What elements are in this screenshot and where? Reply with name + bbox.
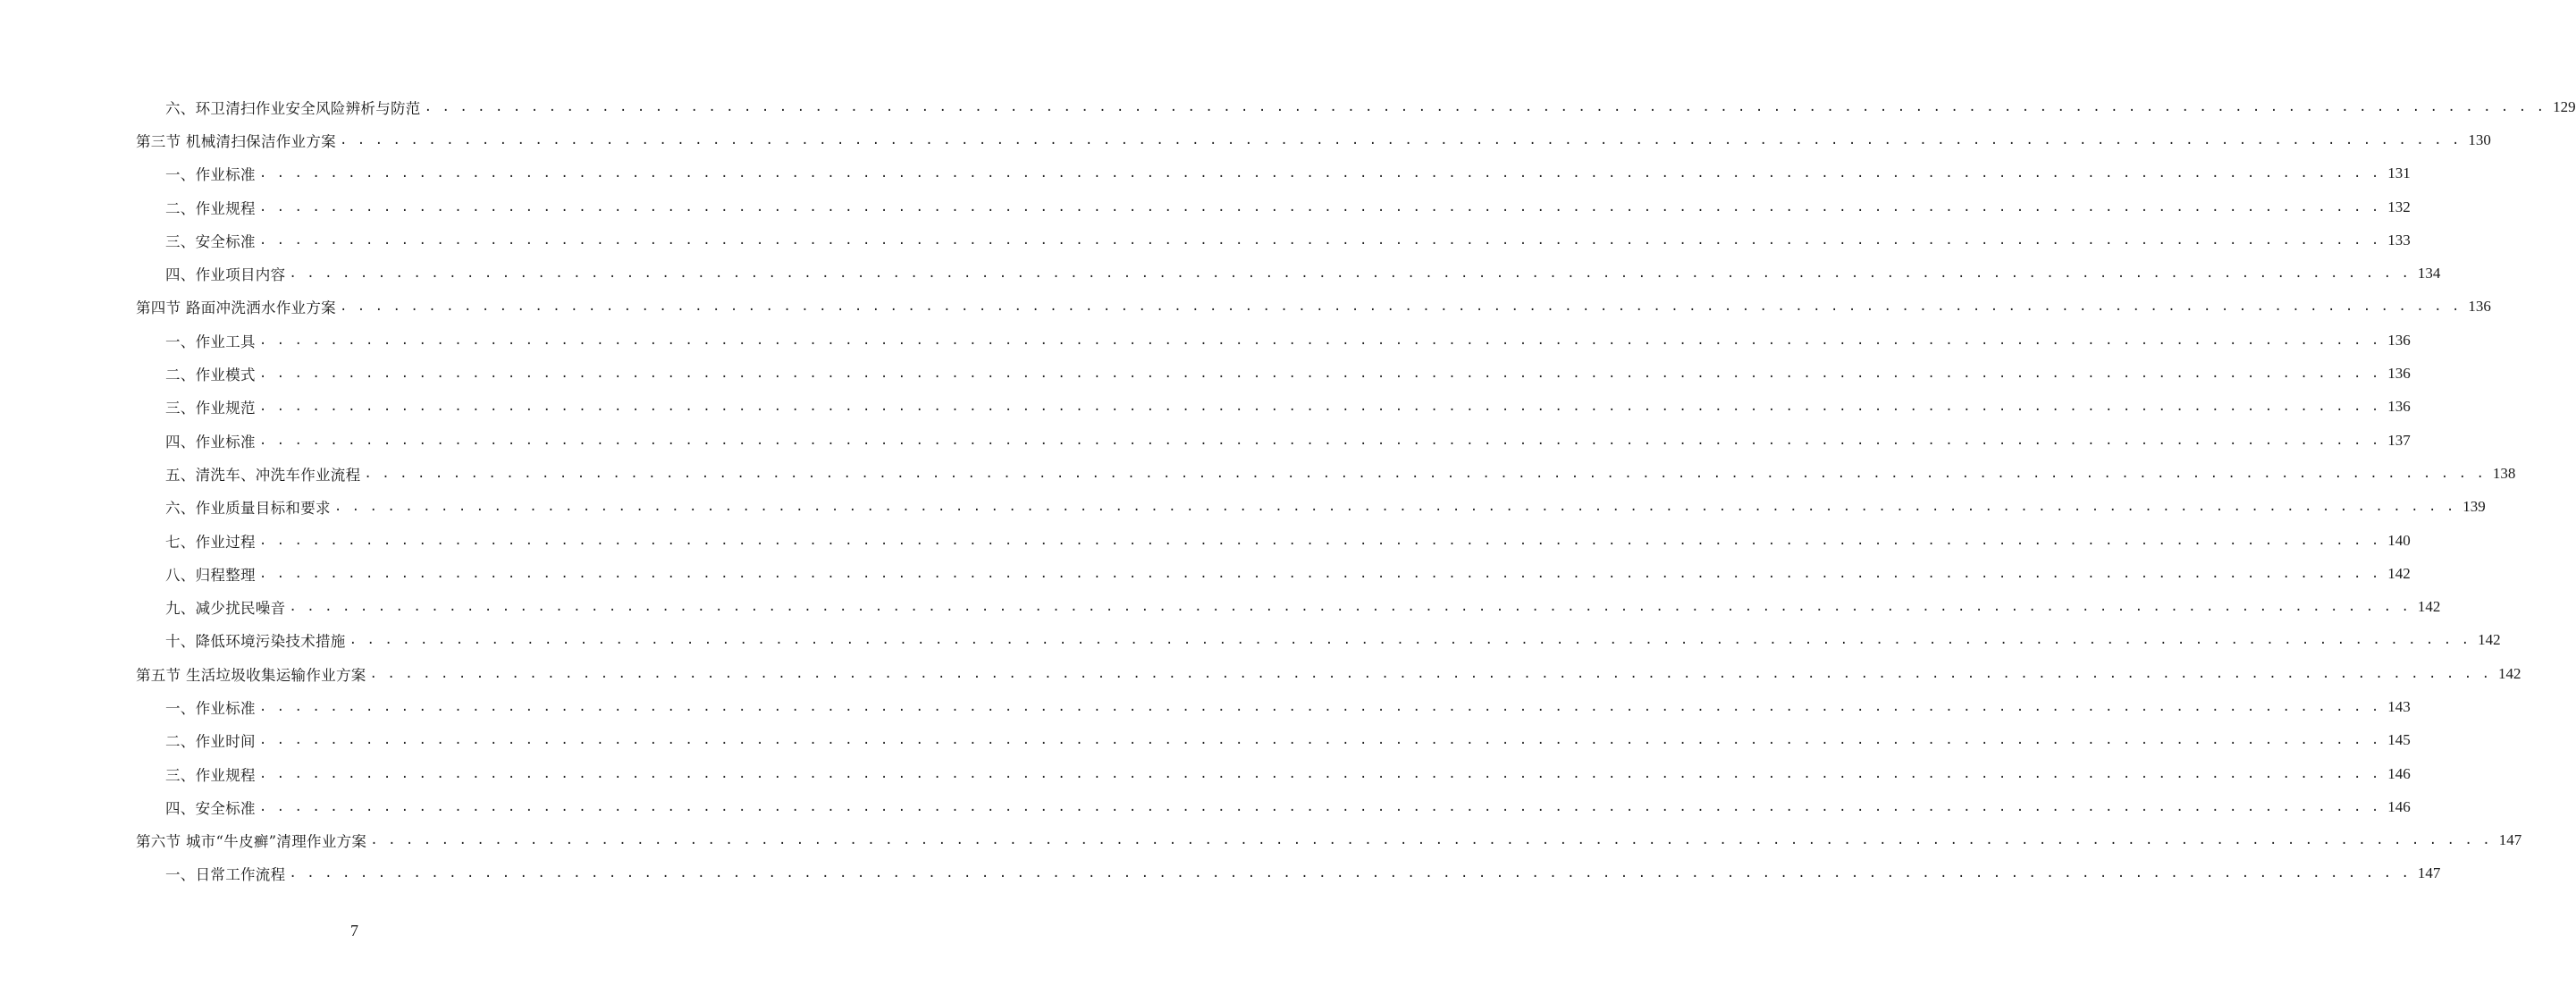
toc-entry-page-number: 136 — [2387, 331, 2411, 349]
toc-entry-title: 四、作业标准 — [165, 433, 256, 451]
toc-entry-page-number: 145 — [2387, 731, 2411, 749]
toc-entry-title: 二、作业规程 — [165, 199, 256, 217]
toc-entry-page-number: 131 — [2387, 164, 2411, 182]
toc-entry-title: 三、作业规程 — [165, 766, 256, 784]
toc-entry-page-number: 134 — [2417, 265, 2441, 282]
toc-dot-leader: . . . . . . . . . . . . . . . . . . . . . . . . . . . . . . . . . . . . . . . . . . . . . . . . . . . . . . . . . . . . . . . . . . . . . . . . . . . . . . . . . . . . . . . . . . . . . . . . . . . . . . . . . . . . . . . . . . . . . . . . — [339, 132, 2461, 148]
toc-entry-title: 二、作业时间 — [165, 733, 256, 751]
toc-subsection-entry[interactable] — [0, 190, 2411, 223]
toc-section-entry[interactable] — [0, 123, 2491, 156]
toc-subsection-entry[interactable] — [0, 391, 2411, 424]
toc-dot-leader: . . . . . . . . . . . . . . . . . . . . . . . . . . . . . . . . . . . . . . . . . . . . . . . . . . . . . . . . . . . . . . . . . . . . . . . . . . . . . . . . . . . . . . . . . . . . . . . . . . . . . . . . . . . . . . . . . . . . . . . . — [258, 533, 2380, 548]
toc-section-entry[interactable] — [0, 824, 2522, 857]
toc-entry-title: 第五节 生活垃圾收集运输作业方案 — [136, 666, 366, 684]
page-number: 7 — [350, 922, 358, 940]
toc-subsection-entry[interactable] — [0, 790, 2411, 823]
toc-entry-page-number: 136 — [2387, 398, 2411, 416]
toc-entry-title: 四、作业项目内容 — [165, 266, 286, 284]
toc-entry-page-number: 142 — [2387, 564, 2411, 582]
toc-dot-leader: . . . . . . . . . . . . . . . . . . . . . . . . . . . . . . . . . . . . . . . . . . . . . . . . . . . . . . . . . . . . . . . . . . . . . . . . . . . . . . . . . . . . . . . . . . . . . . . . . . . . . . . . . . . . . . . . . . . . . . . . — [258, 199, 2380, 215]
toc-subsection-entry[interactable] — [0, 724, 2411, 757]
toc-subsection-entry[interactable] — [0, 491, 2486, 524]
toc-section-entry[interactable] — [0, 657, 2521, 690]
toc-entry-page-number: 129 — [2553, 97, 2576, 115]
toc-subsection-entry[interactable] — [0, 457, 2516, 490]
toc-entry-title: 三、作业规范 — [165, 400, 256, 417]
toc-dot-leader: . . . . . . . . . . . . . . . . . . . . . . . . . . . . . . . . . . . . . . . . . . . . . . . . . . . . . . . . . . . . . . . . . . . . . . . . . . . . . . . . . . . . . . . . . . . . . . . . . . . . . . . . . . . . . . . . . . . . . . . . — [333, 500, 2455, 515]
toc-entry-page-number: 140 — [2387, 531, 2411, 549]
toc-entry-title: 六、环卫清扫作业安全风险辨析与防范 — [165, 99, 421, 117]
toc-dot-leader: . . . . . . . . . . . . . . . . . . . . . . . . . . . . . . . . . . . . . . . . . . . . . . . . . . . . . . . . . . . . . . . . . . . . . . . . . . . . . . . . . . . . . . . . . . . . . . . . . . . . . . . . . . . . . . . . . . . . . . . . — [258, 799, 2380, 814]
toc-dot-leader: . . . . . . . . . . . . . . . . . . . . . . . . . . . . . . . . . . . . . . . . . . . . . . . . . . . . . . . . . . . . . . . . . . . . . . . . . . . . . . . . . . . . . . . . . . . . . . . . . . . . . . . . . . . . . . . . . . . . . . . . — [370, 833, 2492, 848]
toc-subsection-entry[interactable] — [0, 324, 2411, 357]
toc-entry-title: 二、作业模式 — [165, 367, 256, 384]
toc-entry-page-number: 138 — [2492, 464, 2516, 482]
toc-entry-page-number: 132 — [2387, 198, 2411, 215]
toc-entry-title: 一、作业标准 — [165, 699, 256, 717]
toc-entry-page-number: 139 — [2462, 498, 2486, 516]
toc-entry-page-number: 136 — [2387, 365, 2411, 383]
toc-entry-title: 第三节 机械清扫保洁作业方案 — [136, 132, 336, 150]
table-of-contents — [0, 90, 2576, 890]
toc-entry-page-number: 136 — [2468, 298, 2491, 316]
toc-subsection-entry[interactable] — [0, 624, 2501, 657]
toc-dot-leader: . . . . . . . . . . . . . . . . . . . . . . . . . . . . . . . . . . . . . . . . . . . . . . . . . . . . . . . . . . . . . . . . . . . . . . . . . . . . . . . . . . . . . . . . . . . . . . . . . . . . . . . . . . . . . . . . . . . . . . . . — [369, 666, 2491, 681]
toc-dot-leader: . . . . . . . . . . . . . . . . . . . . . . . . . . . . . . . . . . . . . . . . . . . . . . . . . . . . . . . . . . . . . . . . . . . . . . . . . . . . . . . . . . . . . . . . . . . . . . . . . . . . . . . . . . . . . . . . . . . . . . . . — [289, 866, 2411, 881]
toc-entry-page-number: 143 — [2387, 697, 2411, 715]
toc-dot-leader: . . . . . . . . . . . . . . . . . . . . . . . . . . . . . . . . . . . . . . . . . . . . . . . . . . . . . . . . . . . . . . . . . . . . . . . . . . . . . . . . . . . . . . . . . . . . . . . . . . . . . . . . . . . . . . . . . . . . . . . . — [339, 299, 2461, 315]
toc-entry-title: 六、作业质量目标和要求 — [165, 500, 331, 518]
toc-subsection-entry[interactable] — [0, 223, 2411, 257]
toc-dot-leader: . . . . . . . . . . . . . . . . . . . . . . . . . . . . . . . . . . . . . . . . . . . . . . . . . . . . . . . . . . . . . . . . . . . . . . . . . . . . . . . . . . . . . . . . . . . . . . . . . . . . . . . . . . . . . . . . . . . . . . . . — [258, 166, 2380, 181]
toc-dot-leader: . . . . . . . . . . . . . . . . . . . . . . . . . . . . . . . . . . . . . . . . . . . . . . . . . . . . . . . . . . . . . . . . . . . . . . . . . . . . . . . . . . . . . . . . . . . . . . . . . . . . . . . . . . . . . . . . . . . . . . . . — [258, 333, 2380, 348]
toc-entry-title: 五、清洗车、冲洗车作业流程 — [165, 466, 361, 484]
toc-subsection-entry[interactable] — [0, 357, 2411, 390]
toc-subsection-entry[interactable] — [0, 524, 2411, 557]
toc-entry-page-number: 133 — [2387, 231, 2411, 249]
toc-subsection-entry[interactable] — [0, 424, 2411, 457]
toc-subsection-entry[interactable] — [0, 757, 2411, 790]
toc-subsection-entry[interactable] — [0, 557, 2411, 590]
toc-dot-leader: . . . . . . . . . . . . . . . . . . . . . . . . . . . . . . . . . . . . . . . . . . . . . . . . . . . . . . . . . . . . . . . . . . . . . . . . . . . . . . . . . . . . . . . . . . . . . . . . . . . . . . . . . . . . . . . . . . . . . . . . — [289, 600, 2411, 615]
toc-entry-page-number: 142 — [2478, 631, 2501, 649]
toc-entry-title: 九、减少扰民噪音 — [165, 600, 286, 618]
toc-entry-title: 四、安全标准 — [165, 799, 256, 817]
toc-section-entry[interactable] — [0, 291, 2491, 324]
toc-dot-leader: . . . . . . . . . . . . . . . . . . . . . . . . . . . . . . . . . . . . . . . . . . . . . . . . . . . . . . . . . . . . . . . . . . . . . . . . . . . . . . . . . . . . . . . . . . . . . . . . . . . . . . . . . . . . . . . . . . . . . . . . — [258, 733, 2380, 748]
toc-entry-title: 十、降低环境污染技术措施 — [165, 633, 346, 651]
toc-entry-page-number: 142 — [2498, 664, 2521, 682]
toc-entry-page-number: 146 — [2387, 764, 2411, 782]
toc-entry-page-number: 130 — [2468, 131, 2491, 148]
toc-dot-leader: . . . . . . . . . . . . . . . . . . . . . . . . . . . . . . . . . . . . . . . . . . . . . . . . . . . . . . . . . . . . . . . . . . . . . . . . . . . . . . . . . . . . . . . . . . . . . . . . . . . . . . . . . . . . . . . . . . . . . . . . — [258, 766, 2380, 781]
toc-dot-leader: . . . . . . . . . . . . . . . . . . . . . . . . . . . . . . . . . . . . . . . . . . . . . . . . . . . . . . . . . . . . . . . . . . . . . . . . . . . . . . . . . . . . . . . . . . . . . . . . . . . . . . . . . . . . . . . . . . . . . . . . — [258, 367, 2380, 382]
toc-dot-leader: . . . . . . . . . . . . . . . . . . . . . . . . . . . . . . . . . . . . . . . . . . . . . . . . . . . . . . . . . . . . . . . . . . . . . . . . . . . . . . . . . . . . . . . . . . . . . . . . . . . . . . . . . . . . . . . . . . . . . . . . — [289, 266, 2411, 282]
toc-entry-title: 三、安全标准 — [165, 232, 256, 250]
toc-entry-title: 第六节 城市“牛皮癣”清理作业方案 — [136, 833, 367, 851]
toc-entry-title: 第四节 路面冲洗洒水作业方案 — [136, 299, 336, 317]
toc-subsection-entry[interactable] — [0, 590, 2441, 623]
toc-dot-leader: . . . . . . . . . . . . . . . . . . . . . . . . . . . . . . . . . . . . . . . . . . . . . . . . . . . . . . . . . . . . . . . . . . . . . . . . . . . . . . . . . . . . . . . . . . . . . . . . . . . . . . . . . . . . . . . . . . . . . . . . — [258, 699, 2380, 714]
toc-subsection-entry[interactable] — [0, 90, 2576, 123]
toc-dot-leader: . . . . . . . . . . . . . . . . . . . . . . . . . . . . . . . . . . . . . . . . . . . . . . . . . . . . . . . . . . . . . . . . . . . . . . . . . . . . . . . . . . . . . . . . . . . . . . . . . . . . . . . . . . . . . . . . . . . . . . . . — [258, 433, 2380, 448]
toc-dot-leader: . . . . . . . . . . . . . . . . . . . . . . . . . . . . . . . . . . . . . . . . . . . . . . . . . . . . . . . . . . . . . . . . . . . . . . . . . . . . . . . . . . . . . . . . . . . . . . . . . . . . . . . . . . . . . . . . . . . . . . . . — [424, 99, 2546, 114]
toc-dot-leader: . . . . . . . . . . . . . . . . . . . . . . . . . . . . . . . . . . . . . . . . . . . . . . . . . . . . . . . . . . . . . . . . . . . . . . . . . . . . . . . . . . . . . . . . . . . . . . . . . . . . . . . . . . . . . . . . . . . . . . . . — [258, 400, 2380, 415]
toc-subsection-entry[interactable] — [0, 690, 2411, 723]
toc-entry-page-number: 142 — [2417, 598, 2441, 616]
toc-entry-title: 七、作业过程 — [165, 533, 256, 551]
toc-entry-page-number: 147 — [2498, 831, 2522, 849]
toc-entry-title: 一、作业标准 — [165, 166, 256, 184]
toc-entry-page-number: 147 — [2417, 864, 2441, 882]
toc-entry-page-number: 137 — [2387, 431, 2411, 449]
toc-subsection-entry[interactable] — [0, 857, 2441, 890]
toc-entry-title: 一、作业工具 — [165, 333, 256, 350]
toc-subsection-entry[interactable] — [0, 157, 2411, 190]
toc-dot-leader: . . . . . . . . . . . . . . . . . . . . . . . . . . . . . . . . . . . . . . . . . . . . . . . . . . . . . . . . . . . . . . . . . . . . . . . . . . . . . . . . . . . . . . . . . . . . . . . . . . . . . . . . . . . . . . . . . . . . . . . . — [364, 466, 2486, 481]
toc-dot-leader: . . . . . . . . . . . . . . . . . . . . . . . . . . . . . . . . . . . . . . . . . . . . . . . . . . . . . . . . . . . . . . . . . . . . . . . . . . . . . . . . . . . . . . . . . . . . . . . . . . . . . . . . . . . . . . . . . . . . . . . . — [349, 633, 2471, 648]
toc-entry-title: 八、归程整理 — [165, 566, 256, 584]
toc-entry-title: 一、日常工作流程 — [165, 866, 286, 884]
toc-dot-leader: . . . . . . . . . . . . . . . . . . . . . . . . . . . . . . . . . . . . . . . . . . . . . . . . . . . . . . . . . . . . . . . . . . . . . . . . . . . . . . . . . . . . . . . . . . . . . . . . . . . . . . . . . . . . . . . . . . . . . . . . — [258, 232, 2380, 248]
toc-subsection-entry[interactable] — [0, 257, 2441, 290]
toc-dot-leader: . . . . . . . . . . . . . . . . . . . . . . . . . . . . . . . . . . . . . . . . . . . . . . . . . . . . . . . . . . . . . . . . . . . . . . . . . . . . . . . . . . . . . . . . . . . . . . . . . . . . . . . . . . . . . . . . . . . . . . . . — [258, 566, 2380, 581]
toc-entry-page-number: 146 — [2387, 797, 2411, 815]
